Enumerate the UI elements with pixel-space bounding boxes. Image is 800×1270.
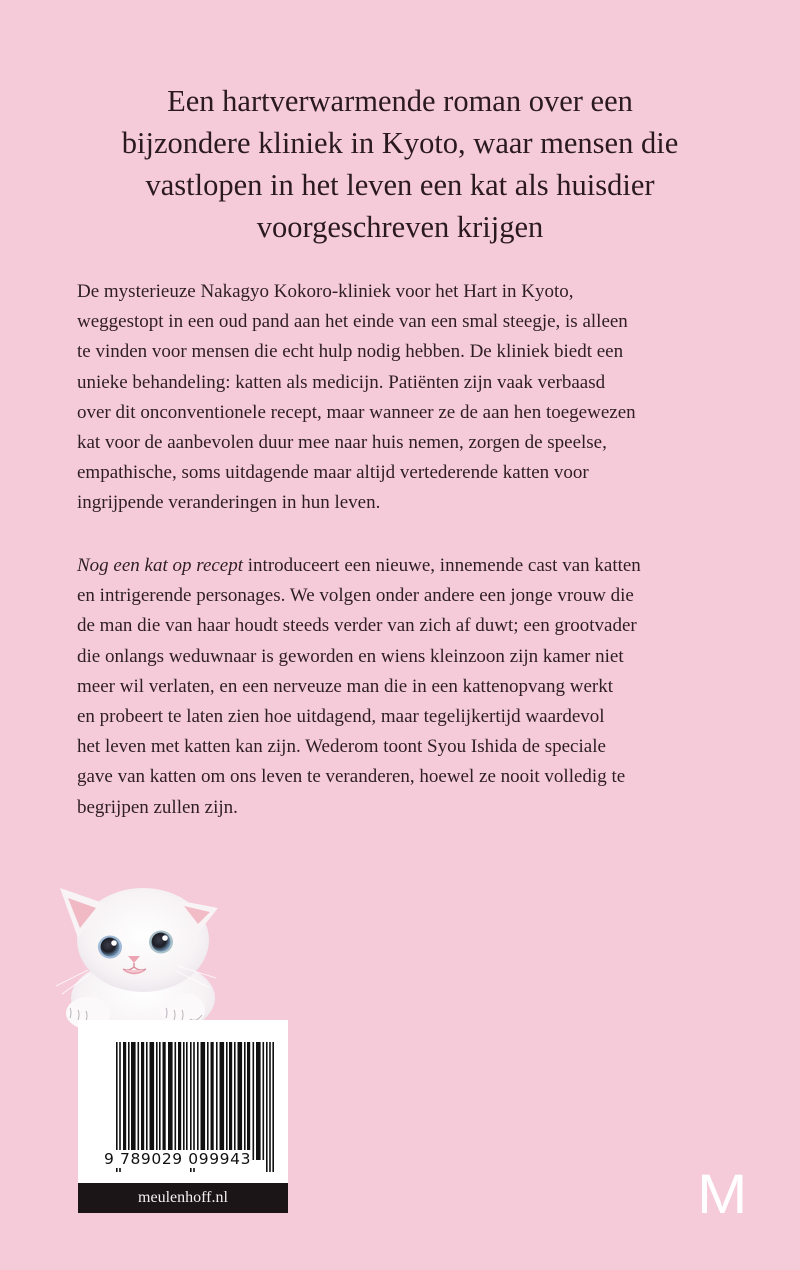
book-title-italic: Nog een kat op recept: [77, 555, 244, 576]
isbn-number: 9 789029 099943: [104, 1150, 252, 1168]
paragraph-line: en intrigerende personages. We volgen onder andere een jonge vrouw die: [77, 585, 634, 607]
paragraph-line: het leven met katten kan zijn. Wederom toont Syou Ishida de speciale: [77, 736, 606, 758]
paragraph-line: unieke behandeling: katten als medicijn. Patiënten zijn vaak verbaasd: [77, 371, 606, 393]
paragraph-line: over dit onconventionele recept, maar wanneer ze de aan hen toegewezen: [77, 401, 636, 423]
paragraph-line: weggestopt in een oud pand aan het einde van een smal steegje, is alleen: [77, 311, 628, 333]
publisher-website: meulenhoff.nl: [78, 1183, 288, 1213]
publisher-logo: M: [697, 1162, 748, 1225]
paragraph-line: en probeert te laten zien hoe uitdagend, maar tegelijkertijd waardevol: [77, 706, 605, 728]
paragraph-line: die onlangs weduwnaar is geworden en wiens kleinzoon zijn kamer niet: [77, 645, 624, 667]
isbn-barcode: [78, 1020, 288, 1213]
paragraph-line-rest: introduceert een nieuwe, innemende cast van katten: [243, 555, 641, 576]
white-kitten-icon: [48, 878, 258, 1028]
paragraph-line: meer wil verlaten, en een nerveuze man die in een kattenopvang werkt: [77, 675, 613, 697]
headline-line: bijzondere kliniek in Kyoto, waar mensen die: [121, 126, 679, 160]
paragraph-line: kat voor de aanbevolen duur mee naar huis nemen, zorgen de speelse,: [77, 432, 607, 454]
paragraph-line: gave van katten om ons leven te veranderen, hoewel ze nooit volledig te: [77, 766, 626, 788]
paragraph-line: empathische, soms uitdagende maar altijd vertederende katten voor: [77, 462, 589, 484]
blurb-paragraph-2: [77, 551, 737, 823]
headline: [60, 80, 740, 248]
headline-line: Een hartverwarmende roman over een: [167, 84, 633, 118]
paragraph-line: de man die van haar houdt steeds verder van zich af duwt; een grootvader: [77, 615, 637, 637]
paragraph-line: te vinden voor mensen die echt hulp nodig hebben. De kliniek biedt een: [77, 341, 624, 363]
paragraph-line: begrijpen zullen zijn.: [77, 796, 238, 818]
paragraph-first-line: [77, 551, 737, 581]
headline-line: vastlopen in het leven een kat als huisdier: [145, 168, 655, 202]
paragraph-line: ingrijpende veranderingen in hun leven.: [77, 492, 381, 514]
headline-line: voorgeschreven krijgen: [256, 210, 544, 244]
blurb-paragraph-1: [77, 277, 737, 519]
paragraph-line: De mysterieuze Nakagyo Kokoro-kliniek voor het Hart in Kyoto,: [77, 281, 574, 302]
